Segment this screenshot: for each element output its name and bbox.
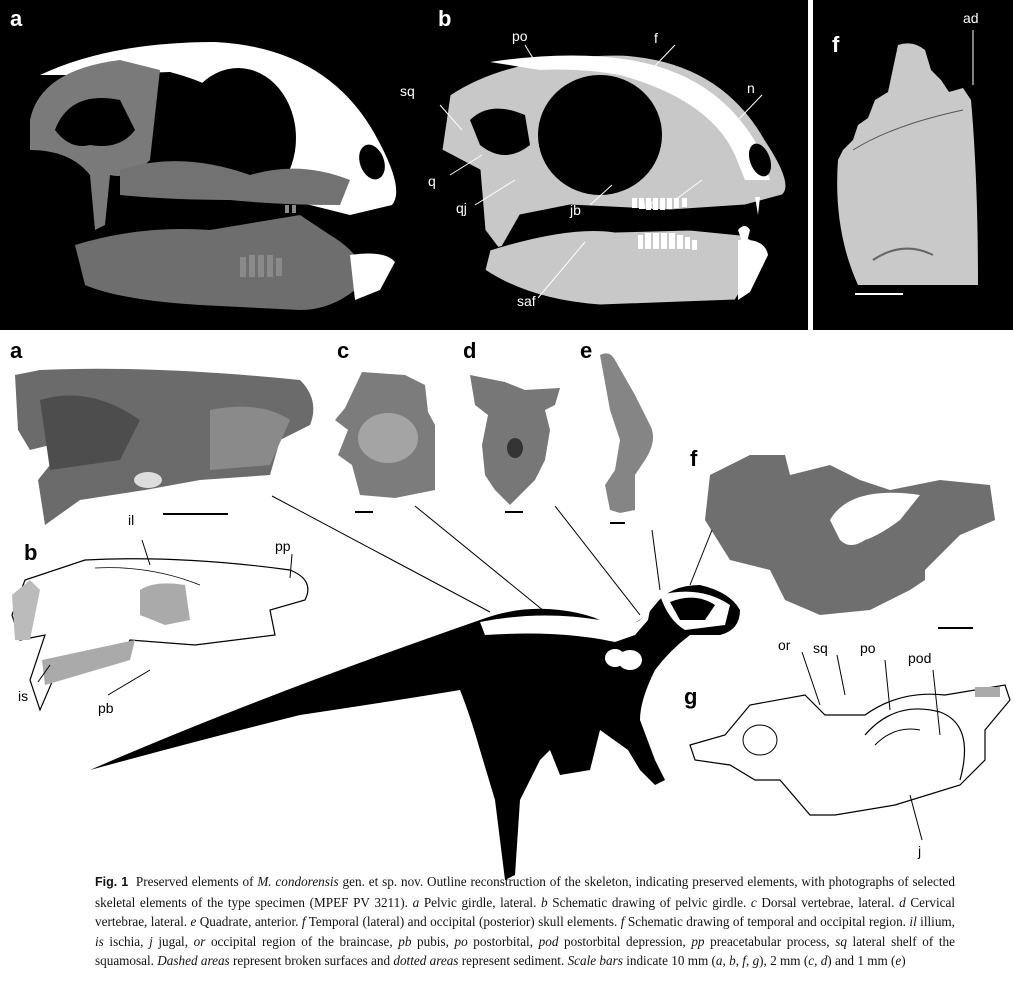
- bottom-panel-g-label: g: [684, 684, 698, 709]
- bottom-panel-a-label: a: [10, 338, 23, 363]
- top-panel-a-label: a: [10, 6, 23, 31]
- annotation-sq-g: sq: [813, 640, 828, 656]
- annotation-j: j: [918, 843, 922, 859]
- bottom-panel-e-label: e: [580, 338, 593, 363]
- skull-photo-figure: [0, 0, 420, 330]
- bottom-panel-d-label: d: [463, 338, 477, 363]
- annotation-jb: jb: [570, 202, 581, 218]
- annotation-ad: ad: [963, 10, 979, 26]
- annotation-q: q: [428, 173, 436, 189]
- annotation-pod: pod: [908, 650, 932, 666]
- annotation-or: or: [778, 637, 791, 653]
- annotation-pp: pp: [275, 538, 291, 554]
- annotation-n: n: [747, 80, 755, 96]
- annotation-po: po: [512, 28, 528, 44]
- caption-fig-number: Fig. 1: [95, 875, 129, 889]
- skeleton-reconstruction-silhouette: [0, 330, 1013, 870]
- bottom-panel-c-label: c: [337, 338, 350, 363]
- figure-caption: Fig. 1 Preserved elements of M. condorensis gen. et sp. nov. Outline reconstruction of the skeleton, indicating preserved elements, with photographs of selected skeletal elements of the type specimen (MPEF PV 3211). a Pelvic girdle, lateral. b Schematic drawing of pelvic girdle. c Dorsal vertebrae, lateral. d Cervical vertebrae, lateral. e Quadrate, anterior. f Temporal (lateral) and occipital (posterior) skull elements. f Schematic drawing of temporal and occipital region. il illium, is ischia, j jugal, or occipital region of the braincase, pb pubis, po postorbital, pod postorbital depression, pp preacetabular process, sq lateral shelf of the squamosal. Dashed areas represent broken surfaces and dotted areas represent sediment. Scale bars indicate 10 mm (a, b, f, g), 2 mm (c, d) and 1 mm (e): [95, 874, 956, 968]
- tooth-photo-figure: [813, 0, 1013, 330]
- annotation-f: f: [654, 30, 658, 46]
- bottom-panel-f-label: f: [690, 446, 698, 471]
- skull-drawing-figure: [420, 0, 810, 330]
- annotation-sq: sq: [400, 83, 415, 99]
- annotation-il: il: [128, 512, 135, 528]
- bottom-panel-b-label: b: [24, 540, 38, 565]
- annotation-qj: qj: [456, 200, 467, 216]
- annotation-po-g: po: [860, 640, 876, 656]
- top-panel-f-label: f: [832, 32, 840, 57]
- annotation-is: is: [18, 688, 29, 704]
- top-panel-b-label: b: [438, 6, 452, 31]
- annotation-saf: saf: [517, 293, 536, 309]
- annotation-pb: pb: [98, 700, 114, 716]
- annotation-afo: afo: [638, 196, 658, 212]
